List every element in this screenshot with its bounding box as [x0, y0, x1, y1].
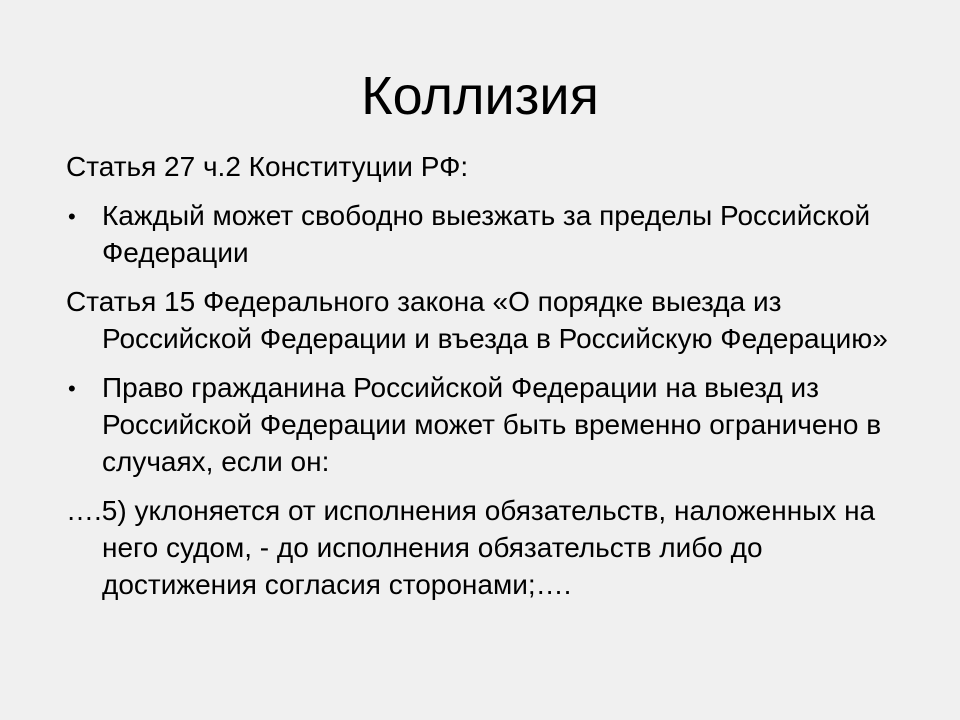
bullet-item-freedom-to-leave: [66, 197, 906, 271]
slide-body: [66, 148, 906, 615]
bullet-text: Право гражданина Российской Федерации на выезд из Российской Федерации может быть временно ограничено в случаях, если он:: [102, 372, 882, 477]
bullet-icon: •: [68, 204, 76, 229]
bullet-item-restriction: [66, 369, 906, 480]
article-27-heading: Статья 27 ч.2 Конституции РФ:: [66, 151, 469, 182]
bullet-icon: •: [68, 376, 76, 401]
clause-5-text: ….5) уклоняется от исполнения обязательств, наложенных на него судом, - до исполнения обязательств либо до достижения согласия сторонами;….: [66, 495, 876, 600]
article-15-heading: Статья 15 Федерального закона «О порядке выезда из Российской Федерации и въезда в Российскую Федерацию»: [66, 286, 888, 354]
slide-title: Коллизия: [361, 66, 599, 126]
bullet-text: Каждый может свободно выезжать за пределы Российской Федерации: [102, 200, 871, 268]
